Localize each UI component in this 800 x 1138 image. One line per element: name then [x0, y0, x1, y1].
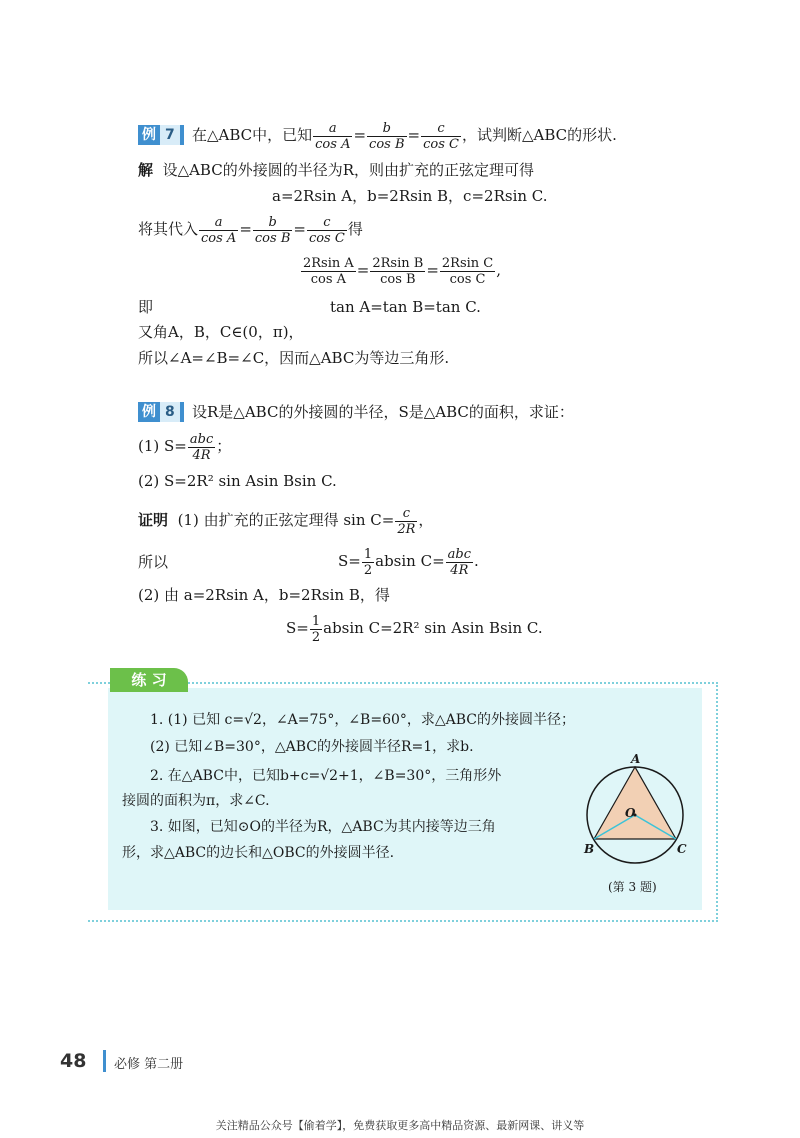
example-badge-label: 例 [142, 127, 156, 143]
example-badge: 例 8 [138, 402, 184, 422]
fig-label-C: C [677, 842, 687, 856]
solution7-line6: 又角A，B，C∈(0，π)， [138, 323, 304, 341]
footer-book-title: 必修 第二册 [114, 1057, 184, 1072]
example8-stem: 设R是△ABC的外接圆的半径，S是△ABC的面积，求证： [192, 403, 574, 421]
proof8-line2: S= $\frac{1}{2}$ absin C= $\frac{\text{abc}}{4R}$ . [338, 546, 479, 578]
example8-part2: (2) S=2R² sin Asin Bsin C. [138, 472, 337, 490]
proof8-line4: S= $\frac{1}{2}$ absin C=2R² sin Asin Bsin C. [286, 613, 543, 645]
solution7-line2: a=2Rsin A，b=2Rsin B，c=2Rsin C. [272, 187, 548, 205]
proof8-line1: 证明 (1) 由扩充的正弦定理得 sin C= $\frac{c}{2R}$ ， [138, 505, 434, 537]
proof8-line3: (2) 由 a=2Rsin A，b=2Rsin B，得 [138, 586, 390, 604]
fig-label-O: O [625, 806, 636, 820]
solution7-line5-label: 即 [138, 298, 154, 316]
exercise-q3b: 形，求△ABC的边长和△OBC的外接圆半径. [122, 845, 395, 861]
inscribed-triangle [594, 767, 676, 839]
example8-part1: (1) S= $\frac{\text{abc}}{4R}$ ； [138, 431, 232, 463]
solution7-line4: $\frac{\text{2Rsin A}}{\text{cos A}}$ = $\frac{\text{2Rsin B}}{\text{cos B}}$ = $\frac{\text{2Rsin C}}{\text{cos C}}$ , [303, 255, 502, 287]
example-number: 7 [160, 125, 180, 145]
exercise-q2a: 2. 在△ABC中，已知b+c=√2+1，∠B=30°，三角形外 [150, 768, 502, 784]
example-badge [138, 125, 184, 145]
example7-stem: 在△ABC中，已知 $\frac{a}{\text{cos A}}$ = $\frac{b}{\text{cos B}}$ = $\frac{c}{\text{cos C}}$ ，试判断△ABC的形状. [192, 120, 617, 152]
exercise-tag: 练 习 [110, 668, 188, 692]
exercise-q2b: 接圆的面积为π，求∠C. [122, 793, 270, 809]
solution7-line3: 将其代入 $\frac{a}{\text{cos A}}$ = $\frac{b}{\text{cos B}}$ = $\frac{c}{\text{cos C}}$ 得 [138, 214, 363, 246]
figure-caption: (第 3 题) [608, 880, 657, 894]
exercise-q1b: (2) 已知∠B=30°，△ABC的外接圆半径R=1，求b. [150, 739, 474, 755]
solution7-line5: tan A=tan B=tan C. [330, 298, 481, 316]
solution7-line7: 所以∠A=∠B=∠C，因而△ABC为等边三角形. [138, 349, 450, 367]
exercise-q3a: 3. 如图，已知⊙O的半径为R，△ABC为其内接等边三角 [150, 819, 496, 835]
fig-label-A: A [631, 752, 641, 766]
proof-label: 证明 [138, 511, 169, 529]
exercise-q1a: 1. (1) 已知 c=√2，∠A=75°，∠B=60°，求△ABC的外接圆半径； [150, 712, 576, 728]
page-number: 48 [60, 1050, 87, 1072]
fig-label-B: B [584, 842, 595, 856]
example-number: 8 [160, 402, 180, 422]
proof8-line2-label: 所以 [138, 553, 169, 571]
footer-divider [103, 1050, 106, 1072]
bottom-note: 关注精品公众号【偷着学】，免费获取更多高中精品资源、最新网课、讲义等 [215, 1119, 585, 1132]
solution-label: 解 [138, 161, 154, 179]
solution7-line1: 解 设△ABC的外接圆的半径为R，则由扩充的正弦定理可得 [138, 161, 535, 179]
